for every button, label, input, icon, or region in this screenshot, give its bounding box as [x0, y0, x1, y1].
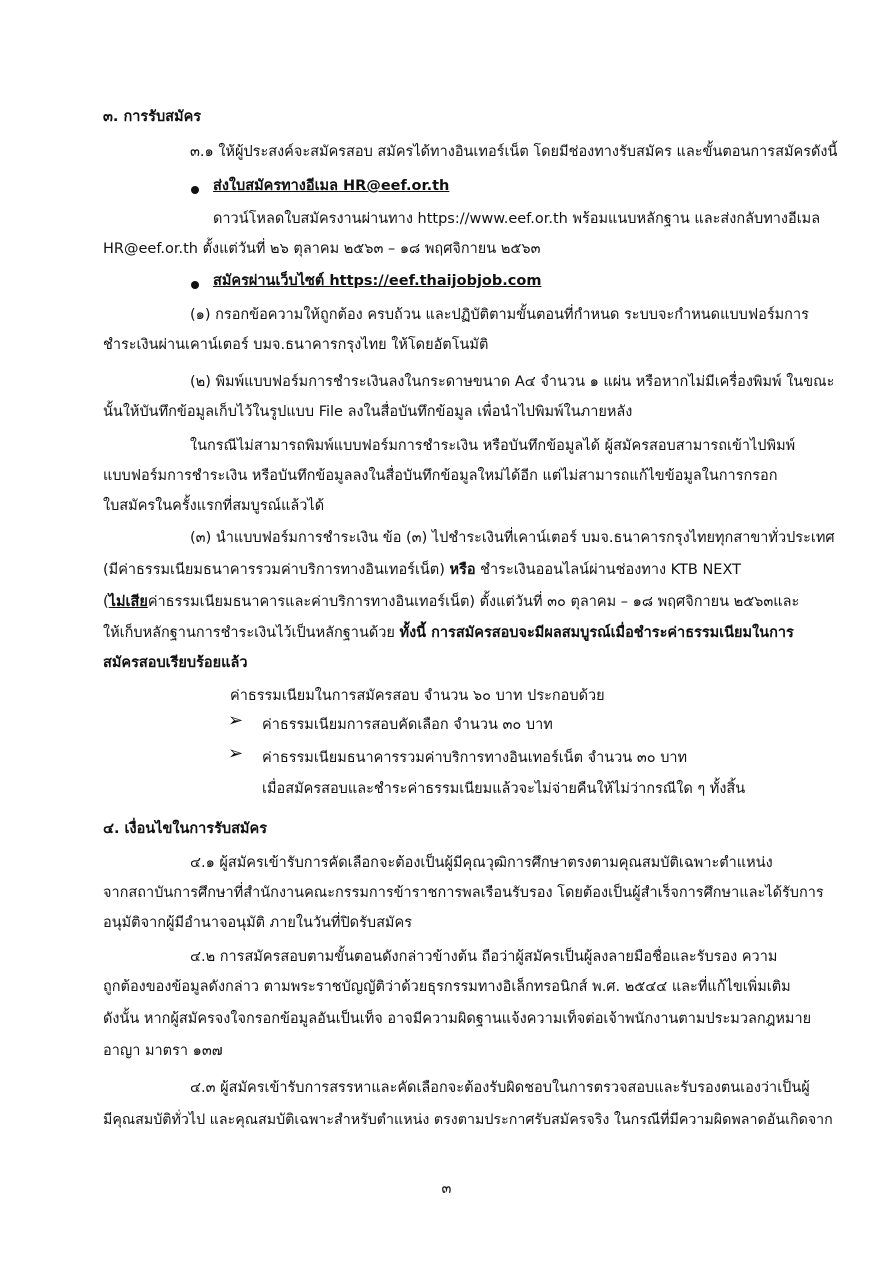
step-3-text: (มีค่าธรรมเนียมธนาคารรวมค่าบริการทางอินเทอร์เน็ต): [103, 562, 450, 578]
page-number: ๓: [441, 1181, 452, 1197]
condition-4-3-line: ๔.๓ ผู้สมัครเข้ารับการสรรหาและคัดเลือกจะต้องรับผิดชอบในการตรวจสอบและรับรองตนเองว่าเป็นผู้: [190, 1080, 810, 1096]
step-3-line: สมัครสอบเรียบร้อยแล้ว: [103, 655, 248, 671]
condition-4-2-line: ถูกต้องของข้อมูลดังกล่าว ตามพระราชบัญญัติว่าด้วยธุรกรรมทางอิเล็กทรอนิกส์ พ.ศ. ๒๕๔๔ และที่แก้ไขเพิ่มเติม: [103, 979, 791, 995]
condition-4-1-line: จากสถาบันการศึกษาที่สำนักงานคณะกรรมการข้าราชการพลเรือนรับรอง โดยต้องเป็นผู้สำเร็จการศึกษาและได้รับการ: [103, 885, 824, 901]
condition-4-2-line: ๔.๒ การสมัครสอบตามขั้นตอนดังกล่าวข้างต้น ถือว่าผู้สมัครเป็นผู้ลงลายมือชื่อและรับรอง ความ: [190, 949, 778, 965]
step-3-line: [103, 559, 741, 582]
section-3-1-intro: ๓.๑ ให้ผู้ประสงค์จะสมัครสอบ สมัครได้ทางอินเทอร์เน็ต โดยมีช่องทางรับสมัคร และขั้นตอนการสมัครดังนี้: [190, 144, 838, 160]
no-refund-note: เมื่อสมัครสอบและชำระค่าธรรมเนียมแล้วจะไม่จ่ายคืนให้ไม่ว่ากรณีใด ๆ ทั้งสิ้น: [262, 781, 746, 797]
bullet-icon: [191, 281, 199, 289]
step-3-emphasis: ทั้งนี้ การสมัครสอบจะมีผลสมบูรณ์เมื่อชำระค่าธรรมเนียมในการ: [399, 625, 794, 641]
fee-item: ค่าธรรมเนียมการสอบคัดเลือก จำนวน ๓๐ บาท: [262, 717, 553, 733]
note-line: ใบสมัครในครั้งแรกที่สมบูรณ์แล้วได้: [103, 498, 325, 514]
email-channel-title: ส่งใบสมัครทางอีเมล HR@eef.or.th: [213, 178, 450, 194]
step-3-no-fee: ไม่เสีย: [108, 594, 148, 610]
step-1-line: ชำระเงินผ่านเคาน์เตอร์ บมจ.ธนาคารกรุงไทย ให้โดยอัตโนมัติ: [103, 337, 489, 353]
note-line: ในกรณีไม่สามารถพิมพ์แบบฟอร์มการชำระเงิน หรือบันทึกข้อมูลได้ ผู้สมัครสอบสามารถเข้าไปพิมพ์: [190, 438, 796, 454]
step-3-line: [103, 622, 794, 645]
step-3-text: ค่าธรรมเนียมธนาคารและค่าบริการทางอินเทอร์เน็ต) ตั้งแต่วันที่ ๓๐ ตุลาคม – ๑๘ พฤศจิกายน ๒๕๖๓และ: [147, 594, 800, 610]
arrow-bullet-icon: ➢: [228, 743, 244, 764]
email-channel-line: ดาวน์โหลดใบสมัครงานผ่านทาง https://www.eef.or.th พร้อมแนบหลักฐาน และส่งกลับทางอีเมล: [213, 211, 821, 227]
step-3-paren: (: [103, 594, 109, 610]
section-4-heading: ๔. เงื่อนไขในการรับสมัคร: [103, 821, 267, 837]
condition-4-2-line: ดังนั้น หากผู้สมัครจงใจกรอกข้อมูลอันเป็นเท็จ อาจมีความผิดฐานแจ้งความเท็จต่อเจ้าพนักงานตามประมวลกฎหมาย: [103, 1011, 812, 1027]
step-3-text: ให้เก็บหลักฐานการชำระเงินไว้เป็นหลักฐานด้วย: [103, 625, 400, 641]
arrow-bullet-icon: ➢: [228, 710, 244, 731]
web-channel-title: สมัครผ่านเว็บไซต์ https://eef.thaijobjob.com: [213, 273, 542, 289]
step-2-line: (๒) พิมพ์แบบฟอร์มการชำระเงินลงในกระดาษขนาด A๔ จำนวน ๑ แผ่น หรือหากไม่มีเครื่องพิมพ์ ในขณะ: [190, 374, 835, 390]
email-channel-line: HR@eef.or.th ตั้งแต่วันที่ ๒๖ ตุลาคม ๒๕๖๓ – ๑๘ พฤศจิกายน ๒๕๖๓: [103, 241, 541, 257]
bullet-icon: [191, 186, 199, 194]
fees-title: ค่าธรรมเนียมในการสมัครสอบ จำนวน ๖๐ บาท ประกอบด้วย: [230, 688, 605, 704]
step-3-line: [103, 591, 799, 614]
note-line: แบบฟอร์มการชำระเงิน หรือบันทึกข้อมูลลงในสื่อบันทึกข้อมูลใหม่ได้อีก แต่ไม่สามารถแก้ไขข้อมูลในการกรอก: [103, 468, 778, 484]
condition-4-1-line: ๔.๑ ผู้สมัครเข้ารับการคัดเลือกจะต้องเป็นผู้มีคุณวุฒิการศึกษาตรงตามคุณสมบัติเฉพาะตำแหน่ง: [190, 855, 773, 871]
condition-4-2-line: อาญา มาตรา ๑๓๗: [103, 1043, 223, 1059]
step-3-line: (๓) นำแบบฟอร์มการชำระเงิน ข้อ (๓) ไปชำระเงินที่เคาน์เตอร์ บมจ.ธนาคารกรุงไทยทุกสาขาทั่วประเทศ: [190, 530, 835, 546]
section-3-heading: ๓. การรับสมัคร: [103, 109, 202, 125]
fee-item: ค่าธรรมเนียมธนาคารรวมค่าบริการทางอินเทอร์เน็ต จำนวน ๓๐ บาท: [262, 750, 688, 766]
step-2-line: นั้นให้บันทึกข้อมูลเก็บไว้ในรูปแบบ File ลงในสื่อบันทึกข้อมูล เพื่อนำไปพิมพ์ในภายหลัง: [103, 404, 633, 420]
step-1-line: (๑) กรอกข้อความให้ถูกต้อง ครบถ้วน และปฏิบัติตามขั้นตอนที่กำหนด ระบบจะกำหนดแบบฟอร์มการ: [190, 307, 809, 323]
condition-4-3-line: มีคุณสมบัติทั่วไป และคุณสมบัติเฉพาะสำหรับตำแหน่ง ตรงตามประกาศรับสมัครจริง ในกรณีที่มีความผิดพลาดอันเกิดจาก: [103, 1112, 833, 1128]
step-3-text: ชำระเงินออนไลน์ผ่านช่องทาง KTB NEXT: [475, 562, 742, 578]
condition-4-1-line: อนุมัติจากผู้มีอำนาจอนุมัติ ภายในวันที่ปิดรับสมัคร: [103, 915, 412, 931]
step-3-or: หรือ: [449, 562, 476, 578]
